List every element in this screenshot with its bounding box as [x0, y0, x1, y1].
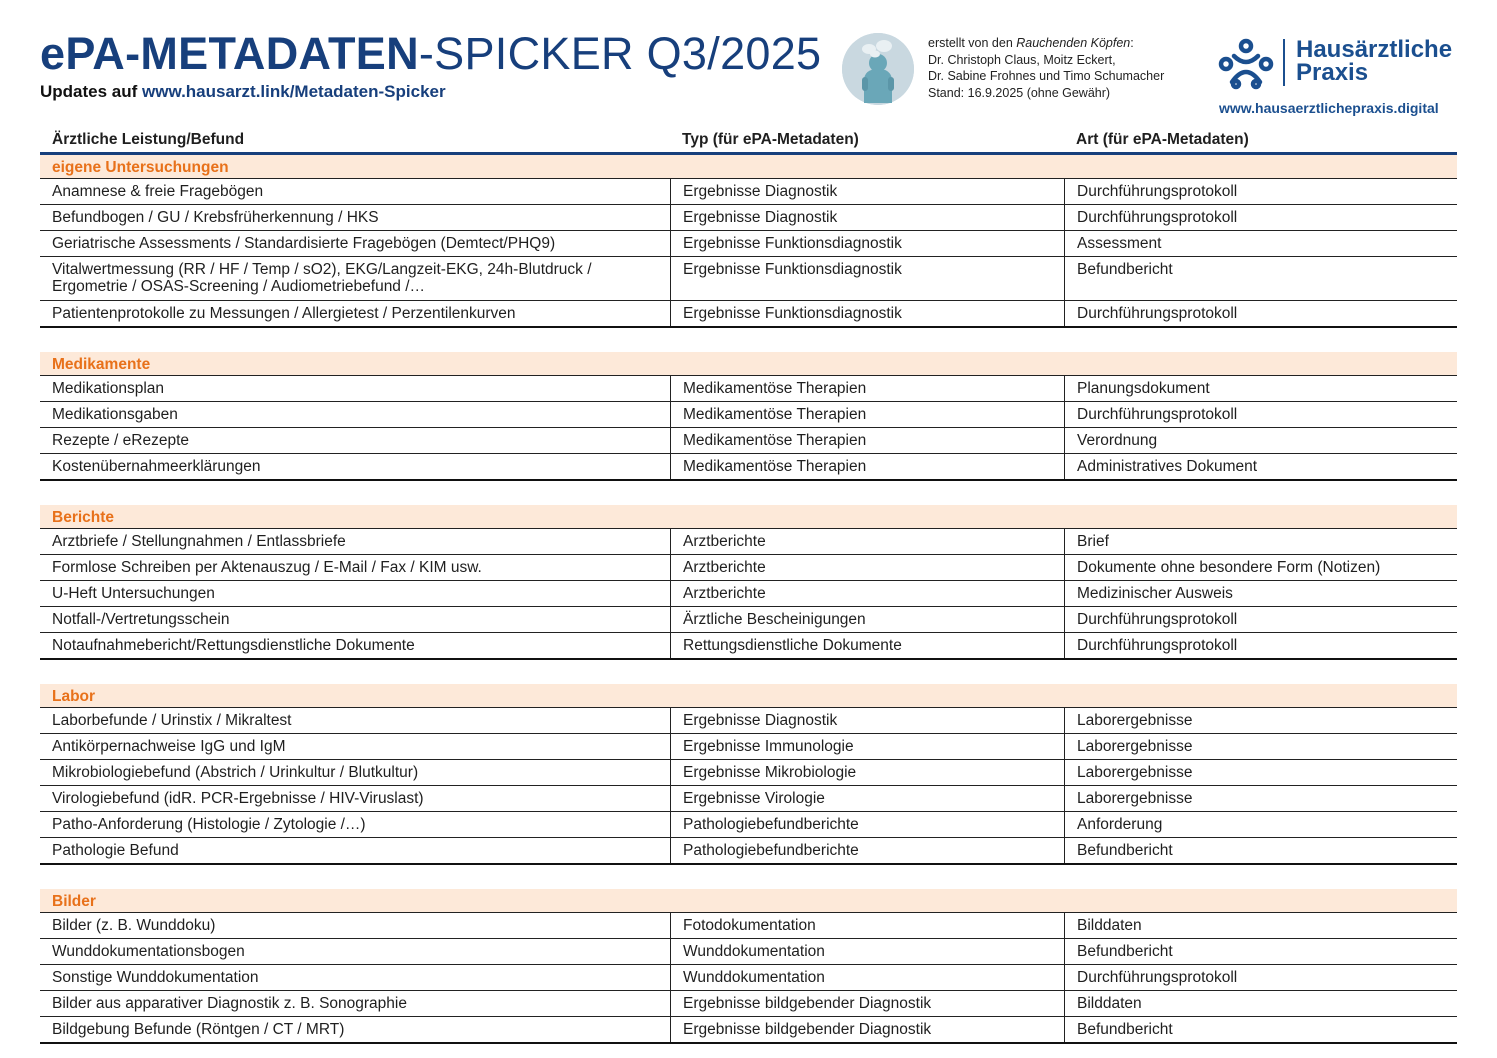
table-row [40, 581, 1457, 607]
cell-typ: Ergebnisse Funktionsdiagnostik [670, 301, 1064, 326]
section-spacer [40, 481, 1457, 505]
table-row [40, 812, 1457, 838]
cell-art: Bilddaten [1064, 991, 1457, 1016]
mascot-icon [842, 33, 914, 105]
column-header-typ: Typ (für ePA-Metadaten) [682, 131, 859, 148]
table-row [40, 734, 1457, 760]
cell-typ: Arztberichte [670, 581, 1064, 606]
cell-typ: Ergebnisse Diagnostik [670, 205, 1064, 230]
section-medikamente [40, 352, 1457, 481]
cell-leistung: Laborbefunde / Urinstix / Mikraltest [52, 712, 292, 729]
cell-typ: Ergebnisse Immunologie [670, 734, 1064, 759]
cell-typ: Ergebnisse Funktionsdiagnostik [670, 231, 1064, 256]
cell-art: Durchführungsprotokoll [1064, 633, 1457, 658]
cell-leistung: Bildgebung Befunde (Röntgen / CT / MRT) [52, 1021, 345, 1038]
cell-typ: Fotodokumentation [670, 913, 1064, 938]
cell-art: Durchführungsprotokoll [1064, 607, 1457, 632]
table-row [40, 760, 1457, 786]
cell-typ: Ärztliche Bescheinigungen [670, 607, 1064, 632]
table-row [40, 838, 1457, 865]
cell-typ: Medikamentöse Therapien [670, 454, 1064, 479]
section-bilder [40, 889, 1457, 1044]
cell-leistung: Bilder aus apparativer Diagnostik z. B. Sonographie [52, 995, 407, 1012]
credits-line-4: Stand: 16.9.2025 (ohne Gewähr) [928, 85, 1111, 100]
cell-typ: Ergebnisse bildgebender Diagnostik [670, 1017, 1064, 1042]
section-spacer [40, 660, 1457, 684]
section-berichte [40, 505, 1457, 660]
page-title [40, 28, 821, 80]
cell-art: Befundbericht [1064, 1017, 1457, 1042]
cell-art: Befundbericht [1064, 257, 1457, 300]
table-row [40, 301, 1457, 328]
cell-leistung: Patho-Anforderung (Histologie / Zytologie /…) [52, 816, 366, 833]
cell-leistung: U-Heft Untersuchungen [52, 585, 215, 602]
table-row [40, 633, 1457, 660]
cell-art: Durchführungsprotokoll [1064, 205, 1457, 230]
cell-typ: Ergebnisse bildgebender Diagnostik [670, 991, 1064, 1016]
cell-art: Brief [1064, 529, 1457, 554]
title-bold: ePA-METADATEN [40, 28, 419, 79]
table-row [40, 179, 1457, 205]
cell-leistung: Kostenübernahmeerklärungen [52, 458, 261, 475]
cell-art: Anforderung [1064, 812, 1457, 837]
table-row [40, 205, 1457, 231]
cell-typ: Pathologiebefundberichte [670, 838, 1064, 863]
cell-art: Assessment [1064, 231, 1457, 256]
cell-typ: Ergebnisse Diagnostik [670, 179, 1064, 204]
cell-leistung: Notaufnahmebericht/Rettungsdienstliche Dokumente [52, 637, 415, 654]
cell-typ: Arztberichte [670, 529, 1064, 554]
credits-line-1: erstellt von den Rauchenden Köpfen: [928, 36, 1134, 50]
cell-art: Bilddaten [1064, 913, 1457, 938]
cell-typ: Ergebnisse Virologie [670, 786, 1064, 811]
cell-art: Planungsdokument [1064, 376, 1457, 401]
section-labor [40, 684, 1457, 865]
table-row [40, 939, 1457, 965]
logo-text: Hausärztliche Praxis [1296, 36, 1453, 86]
table-row [40, 402, 1457, 428]
table-row [40, 376, 1457, 402]
table-row [40, 257, 1457, 301]
section-eigene-untersuchungen [40, 155, 1457, 328]
cell-typ: Wunddokumentation [670, 939, 1064, 964]
cell-typ: Medikamentöse Therapien [670, 402, 1064, 427]
cell-leistung: Sonstige Wunddokumentation [52, 969, 259, 986]
metadata-table [40, 126, 1457, 1044]
updates-line [40, 82, 446, 102]
cell-leistung: Medikationsgaben [52, 406, 178, 423]
cell-art: Medizinischer Ausweis [1064, 581, 1457, 606]
table-row [40, 991, 1457, 1017]
cell-leistung: Arztbriefe / Stellungnahmen / Entlassbriefe [52, 533, 346, 550]
cell-leistung: Medikationsplan [52, 380, 165, 397]
section-heading: Labor [40, 684, 1457, 708]
cell-art: Administratives Dokument [1064, 454, 1457, 479]
cell-art: Laborergebnisse [1064, 760, 1457, 785]
cell-art: Durchführungsprotokoll [1064, 301, 1457, 326]
credits [928, 35, 1164, 101]
cell-leistung: Rezepte / eRezepte [52, 432, 190, 449]
section-spacer [40, 328, 1457, 352]
cell-typ: Medikamentöse Therapien [670, 376, 1064, 401]
cell-art: Dokumente ohne besondere Form (Notizen) [1064, 555, 1457, 580]
cell-typ: Medikamentöse Therapien [670, 428, 1064, 453]
cell-leistung: Geriatrische Assessments / Standardisierte Fragebögen (Demtect/PHQ9) [52, 235, 556, 252]
table-row [40, 913, 1457, 939]
table-body [40, 155, 1457, 1044]
cell-art: Durchführungsprotokoll [1064, 402, 1457, 427]
title-rest: -SPICKER Q3/2025 [418, 28, 822, 79]
table-row [40, 786, 1457, 812]
cell-leistung: Befundbogen / GU / Krebsfrüherkennung / HKS [52, 209, 379, 226]
credits-line-2: Dr. Christoph Claus, Moitz Eckert, [928, 52, 1116, 67]
table-row [40, 555, 1457, 581]
table-row [40, 428, 1457, 454]
table-row [40, 708, 1457, 734]
cell-typ: Wunddokumentation [670, 965, 1064, 990]
table-row [40, 529, 1457, 555]
cell-leistung: Wunddokumentationsbogen [52, 943, 245, 960]
page-header [0, 0, 1497, 125]
cell-typ: Ergebnisse Diagnostik [670, 708, 1064, 733]
cell-art: Durchführungsprotokoll [1064, 965, 1457, 990]
cell-typ: Pathologiebefundberichte [670, 812, 1064, 837]
cell-leistung: Virologiebefund (idR. PCR-Ergebnisse / HIV-Viruslast) [52, 790, 424, 807]
table-row [40, 965, 1457, 991]
cell-typ: Ergebnisse Mikrobiologie [670, 760, 1064, 785]
cell-art: Laborergebnisse [1064, 708, 1457, 733]
column-header-leistung: Ärztliche Leistung/Befund [52, 131, 245, 148]
updates-link[interactable]: www.hausarzt.link/Metadaten-Spicker [142, 82, 446, 101]
cell-art: Durchführungsprotokoll [1064, 179, 1457, 204]
cell-art: Laborergebnisse [1064, 786, 1457, 811]
logo-divider [1283, 39, 1285, 86]
section-heading: eigene Untersuchungen [40, 155, 1457, 179]
logo-icon [1218, 38, 1274, 90]
table-row [40, 454, 1457, 481]
section-heading: Bilder [40, 889, 1457, 913]
cell-leistung: Notfall-/Vertretungsschein [52, 611, 230, 628]
cell-art: Befundbericht [1064, 838, 1457, 863]
section-heading: Berichte [40, 505, 1457, 529]
mascot-illustration [842, 33, 914, 105]
cell-art: Befundbericht [1064, 939, 1457, 964]
table-row [40, 1017, 1457, 1044]
cell-leistung: Anamnese & freie Fragebögen [52, 183, 264, 200]
cell-leistung: Pathologie Befund [52, 842, 179, 859]
logo-url[interactable]: www.hausaerztlichepraxis.digital [1219, 100, 1439, 116]
cell-art: Laborergebnisse [1064, 734, 1457, 759]
cell-leistung: Bilder (z. B. Wunddoku) [52, 917, 216, 934]
section-spacer [40, 865, 1457, 889]
cell-art: Verordnung [1064, 428, 1457, 453]
cell-leistung: Patientenprotokolle zu Messungen / Allergietest / Perzentilenkurven [52, 305, 516, 322]
table-header [40, 126, 1457, 155]
cell-typ: Ergebnisse Funktionsdiagnostik [670, 257, 1064, 300]
table-row [40, 231, 1457, 257]
credits-line-3: Dr. Sabine Frohnes und Timo Schumacher [928, 69, 1165, 83]
cell-leistung: Mikrobiologiebefund (Abstrich / Urinkultur / Blutkultur) [52, 764, 419, 781]
cell-typ: Arztberichte [670, 555, 1064, 580]
cell-typ: Rettungsdienstliche Dokumente [670, 633, 1064, 658]
section-heading: Medikamente [40, 352, 1457, 376]
cell-leistung: Vitalwertmessung (RR / HF / Temp / sO2), EKG/Langzeit-EKG, 24h-Blutdruck / Ergometrie / OSAS-Screening / Audiometriebefund /… [52, 261, 592, 295]
cell-leistung: Formlose Schreiben per Aktenauszug / E-Mail / Fax / KIM usw. [52, 559, 482, 576]
table-row [40, 607, 1457, 633]
updates-prefix: Updates auf [40, 82, 143, 101]
column-header-art: Art (für ePA-Metadaten) [1076, 131, 1249, 148]
cell-leistung: Antikörpernachweise IgG und IgM [52, 738, 286, 755]
